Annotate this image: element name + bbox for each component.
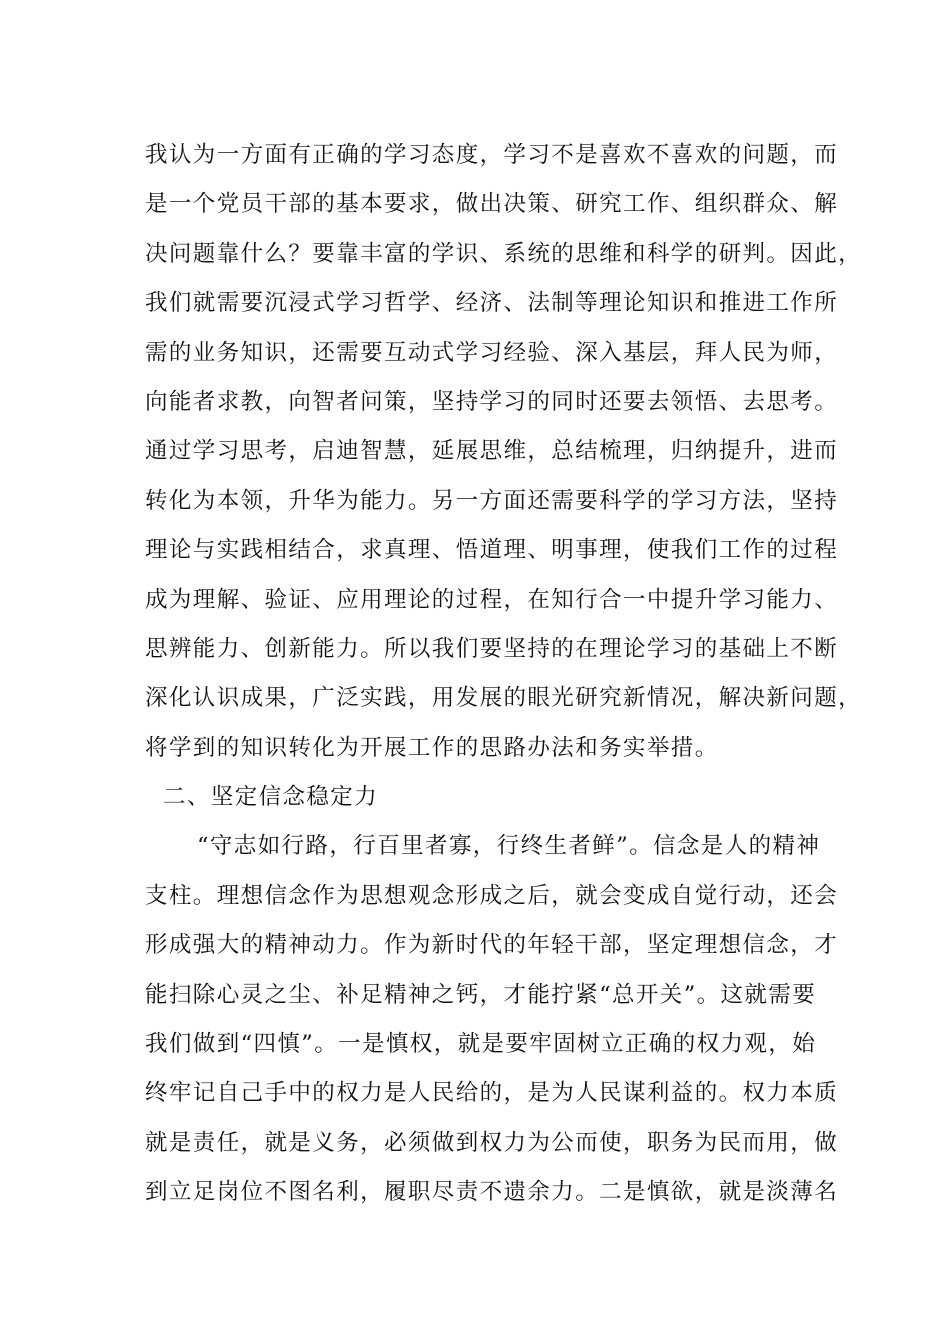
- body-line: 决问题靠什么？要靠丰富的学识、系统的思维和科学的研判。因此，: [145, 240, 863, 267]
- body-line: 将学到的知识转化为开展工作的思路办法和务实举措。: [145, 734, 719, 761]
- body-line: 支柱。理想信念作为思想观念形成之后，就会变成自觉行动，还会: [145, 882, 839, 909]
- paragraph-first-line: “守志如行路，行百里者寡，行终生者鲜”。信念是人的精神: [197, 833, 821, 860]
- body-line: 向能者求教，向智者问策，坚持学习的同时还要去领悟、去思考。: [145, 388, 839, 415]
- body-line: 能扫除心灵之尘、补足精神之钙，才能拧紧“总开关”。这就需要: [145, 981, 817, 1008]
- body-line: 深化认识成果，广泛实践，用发展的眼光研究新情况，解决新问题，: [145, 685, 863, 712]
- body-line: 到立足岗位不图名利，履职尽责不遗余力。二是慎欲，就是淡薄名: [145, 1179, 839, 1206]
- body-line: 我们就需要沉浸式学习哲学、经济、法制等理论知识和推进工作所: [145, 290, 839, 317]
- section-heading: 二、坚定信念稳定力: [163, 784, 379, 811]
- body-line: 需的业务知识，还需要互动式学习经验、深入基层，拜人民为师，: [145, 339, 839, 366]
- body-line: 思辨能力、创新能力。所以我们要坚持的在理论学习的基础上不断: [145, 635, 839, 662]
- body-line: 我认为一方面有正确的学习态度，学习不是喜欢不喜欢的问题，而: [145, 142, 839, 168]
- body-line: 形成强大的精神动力。作为新时代的年轻干部，坚定理想信念，才: [145, 932, 839, 959]
- body-line: 转化为本领，升华为能力。另一方面还需要科学的学习方法，坚持: [145, 487, 839, 514]
- body-line: 我们做到“四慎”。一是慎权，就是要牢固树立正确的权力观，始: [145, 1031, 817, 1058]
- document-body: [145, 131, 863, 1218]
- body-line: 是一个党员干部的基本要求，做出决策、研究工作、组织群众、解: [145, 191, 839, 218]
- body-line: 就是责任，就是义务，必须做到权力为公而使，职务为民而用，做: [145, 1129, 839, 1156]
- body-line: 通过学习思考，启迪智慧，延展思维，总结梳理，归纳提升，进而: [145, 438, 839, 465]
- body-line: 终牢记自己手中的权力是人民给的，是为人民谋利益的。权力本质: [145, 1080, 839, 1107]
- body-line: 成为理解、验证、应用理论的过程，在知行合一中提升学习能力、: [145, 586, 839, 613]
- body-line: 理论与实践相结合，求真理、悟道理、明事理，使我们工作的过程: [145, 537, 839, 564]
